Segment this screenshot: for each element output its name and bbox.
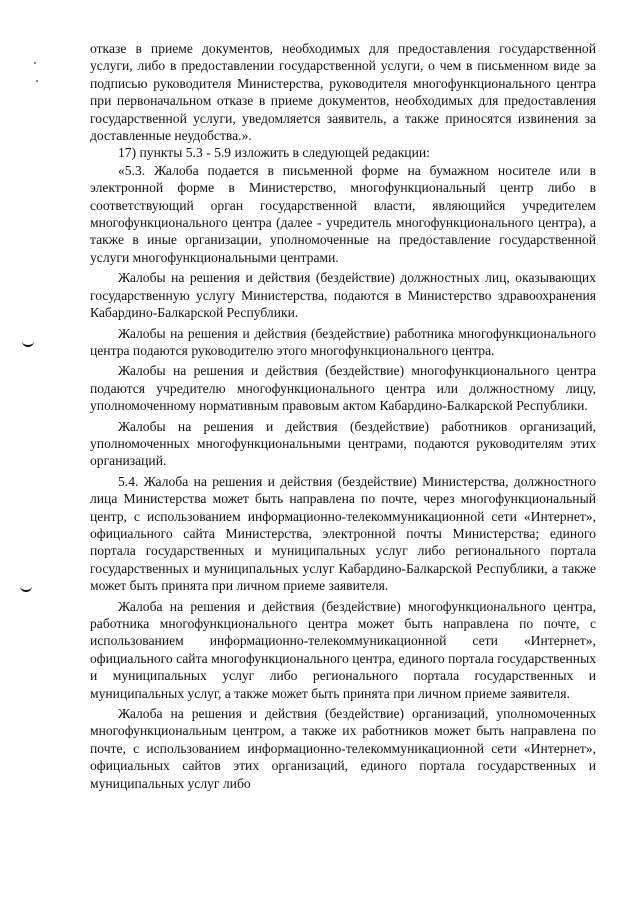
- paragraph-5-4: 5.4. Жалоба на решения и действия (бездействие) Министерства, должностного лица Министерства может быть направлена по почте, через многофункциональный центр, с использованием информационно-телекоммуникационной сети «Интернет», официального сайта Министерства, электронной почты Министерства; единого портала государственных и муниципальных услуг либо регионального портала государственных и муниципальных услуг Кабардино-Балкарской Республики, а также может быть принята при личном приеме заявителя.: [90, 473, 596, 594]
- margin-mark: [20, 585, 32, 592]
- margin-mark: [22, 340, 34, 347]
- scan-speck: [34, 62, 36, 64]
- paragraph-complaints-mfc: Жалобы на решения и действия (бездействие) многофункционального центра подаются учредителю многофункционального центра или должностному лицу, уполномоченному нормативным правовым актом Кабардино-Балкарской Республики.: [90, 363, 596, 414]
- paragraph-complaints-mfc-worker: Жалобы на решения и действия (бездействие) работника многофункционального центра подаются руководителю этого многофункционального центра.: [90, 325, 596, 358]
- scan-speck: [36, 80, 38, 82]
- paragraph-org-complaint-channels: Жалоба на решения и действия (бездействие) организаций, уполномоченных многофункциональным центром, а также их работников может быть направлена по почте, с использованием информационно-телекоммуникационной сети «Интернет», официальных сайтов этих организаций, единого портала государственных и муниципальных услуг либо: [90, 706, 596, 791]
- paragraph-mfc-complaint-channels: Жалоба на решения и действия (бездействие) многофункционального центра, работника многофункционального центра может быть направлена по почте, с использованием информационно-телекоммуникационной сети «Интернет», официального сайта многофункционального центра, единого портала государственных и муниципальных услуг либо регионального портала государственных и муниципальных услуг, а также может быть принята при личном приеме заявителя.: [90, 598, 597, 701]
- document-body: [90, 40, 596, 792]
- paragraph-complaints-organizations: Жалобы на решения и действия (бездействие) работников организаций, уполномоченных многофункциональными центрами, подаются руководителям этих организаций.: [90, 418, 596, 469]
- paragraph-5-3: «5.3. Жалоба подается в письменной форме на бумажном носителе или в электронной форме в Министерство, многофункциональный центр либо в соответствующий орган государственной власти, являющийся учредителем многофункционального центра (далее - учредитель многофункционального центра), а также в иные организации, уполномоченные на предоставление государственной услуги многофункциональными центрами.: [90, 162, 596, 265]
- paragraph-continuation: отказе в приеме документов, необходимых для предоставления государственной услуги, либо в предоставлении государственной услуги, о чем в письменном виде за подписью руководителя Министерства, руководителя многофункционального центра при первоначальном отказе в приеме документов, необходимых для предоставления государственной услуги, уведомляется заявитель, а также приносятся извинения за доставленные неудобства.».: [90, 41, 596, 144]
- paragraph-complaints-officials: Жалобы на решения и действия (бездействие) должностных лиц, оказывающих государственную услугу Министерства, подаются в Министерство здравоохранения Кабардино-Балкарской Республики.: [90, 270, 596, 321]
- paragraph-item-17: 17) пункты 5.3 - 5.9 изложить в следующей редакции:: [118, 145, 430, 161]
